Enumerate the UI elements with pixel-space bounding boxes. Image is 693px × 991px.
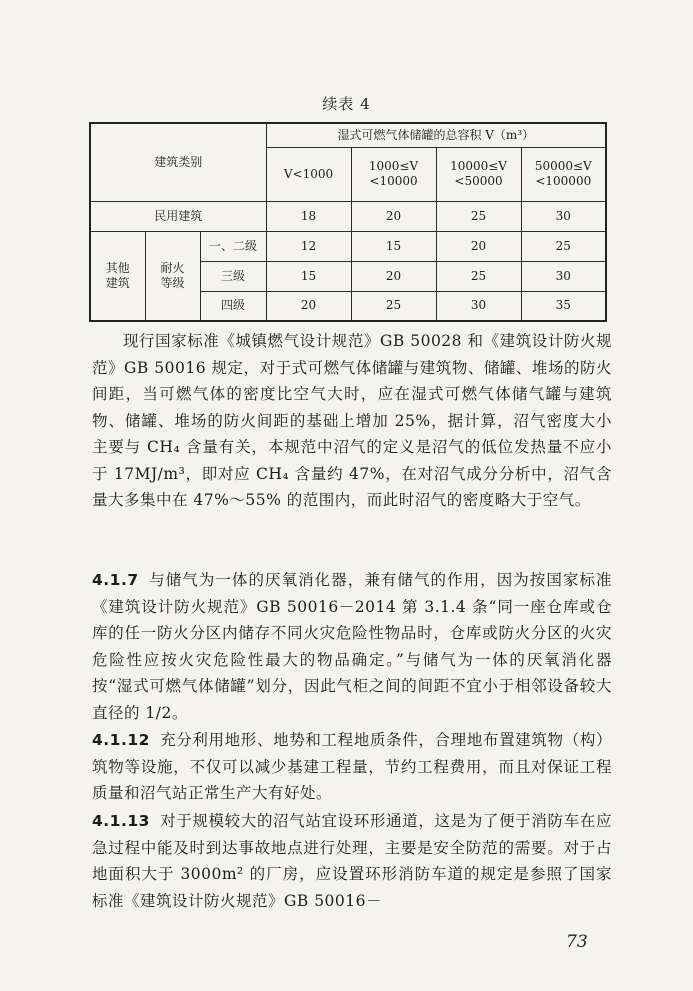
table-cell: 20 bbox=[266, 291, 351, 321]
table-cell: 20 bbox=[351, 201, 436, 231]
col-header-3: 10000≤V <50000 bbox=[436, 147, 521, 201]
civil-label: 民用建筑 bbox=[90, 201, 266, 231]
table-cell: 18 bbox=[266, 201, 351, 231]
table-caption: 续表 4 bbox=[322, 95, 371, 113]
table-cell: 20 bbox=[351, 261, 436, 291]
paragraph-4-1-13 bbox=[92, 808, 612, 914]
paragraph-text: 与储气为一体的厌氧消化器，兼有储气的作用，因为按国家标准《建筑设计防火规范》GB 50016－2014 第 3.1.4 条“同一座仓库或仓库的任一防火分区内储存不同火灾危险性物品时，仓库或防火分区的火灾危险性应按火灾危险性最大的物品确定。”与储气为一体的厌氧消化器按“湿式可燃气体储罐”划分，因此气柜之间的间距不宜小于相邻设备较大直径的 1/2。 bbox=[92, 571, 612, 722]
table-cell: 12 bbox=[266, 231, 351, 261]
section-number: 4.1.7 bbox=[92, 571, 139, 589]
paragraph-text: 对于规模较大的沼气站宜设环形通道，这是为了便于消防车在应急过程中能及时到达事故地点进行处理，主要是安全防范的需要。对于占地面积大于 3000m² 的厂房，应设置环形消防车道的规定是参照了国家标准《建筑设计防火规范》GB 50016－ bbox=[92, 812, 612, 910]
table-cell: 25 bbox=[521, 231, 606, 261]
table-cell: 15 bbox=[351, 231, 436, 261]
grade-label: 一、二级 bbox=[200, 231, 266, 261]
paragraph-4-1-12 bbox=[92, 727, 612, 807]
header-group-cell: 湿式可燃气体储罐的总容积 V（m³） bbox=[266, 123, 606, 147]
section-number: 4.1.12 bbox=[92, 731, 150, 749]
table-cell: 30 bbox=[436, 291, 521, 321]
col-header-1: V<1000 bbox=[266, 147, 351, 201]
table-cell: 15 bbox=[266, 261, 351, 291]
storage-tank-distance-table bbox=[89, 122, 607, 322]
paragraph-text: 现行国家标准《城镇燃气设计规范》GB 50028 和《建筑设计防火规范》GB 50016 规定，对于式可燃气体储罐与建筑物、储罐、堆场的防火间距，当可燃气体的密度比空气大时，应在湿式可燃气体储气罐与建筑物、储罐、堆场的防火间距的基础上增加 25%，据计算，沼气密度大小主要与 CH₄ 含量有关，本规范中沼气的定义是沼气的低位发热量不应小于 17MJ/m³，即对应 CH₄ 含量约 47%，在对沼气成分分析中，沼气含量大多集中在 47%～55% 的范围内，而此时沼气的密度略大于空气。 bbox=[92, 332, 612, 509]
grade-label: 三级 bbox=[200, 261, 266, 291]
table-cell: 25 bbox=[436, 201, 521, 231]
table-cell: 25 bbox=[436, 261, 521, 291]
row-header-cell: 建筑类别 bbox=[90, 123, 266, 201]
col-header-2: 1000≤V <10000 bbox=[351, 147, 436, 201]
paragraph-4-1-7 bbox=[92, 567, 612, 726]
table-cell: 20 bbox=[436, 231, 521, 261]
table-cell: 30 bbox=[521, 261, 606, 291]
table-cell: 30 bbox=[521, 201, 606, 231]
page-number: 73 bbox=[566, 932, 588, 952]
col-header-4: 50000≤V <100000 bbox=[521, 147, 606, 201]
table-cell: 35 bbox=[521, 291, 606, 321]
table-cell: 25 bbox=[351, 291, 436, 321]
paragraph-intro bbox=[92, 328, 612, 514]
section-number: 4.1.13 bbox=[92, 812, 150, 830]
table-row bbox=[90, 231, 606, 261]
table-row bbox=[90, 201, 606, 231]
fire-grade-label: 耐火 等级 bbox=[145, 231, 200, 321]
paragraph-text: 充分利用地形、地势和工程地质条件，合理地布置建筑物（构）筑物等设施，不仅可以减少基建工程量，节约工程费用，而且对保证工程质量和沼气站正常生产大有好处。 bbox=[92, 731, 612, 802]
other-building-label: 其他 建筑 bbox=[90, 231, 145, 321]
grade-label: 四级 bbox=[200, 291, 266, 321]
